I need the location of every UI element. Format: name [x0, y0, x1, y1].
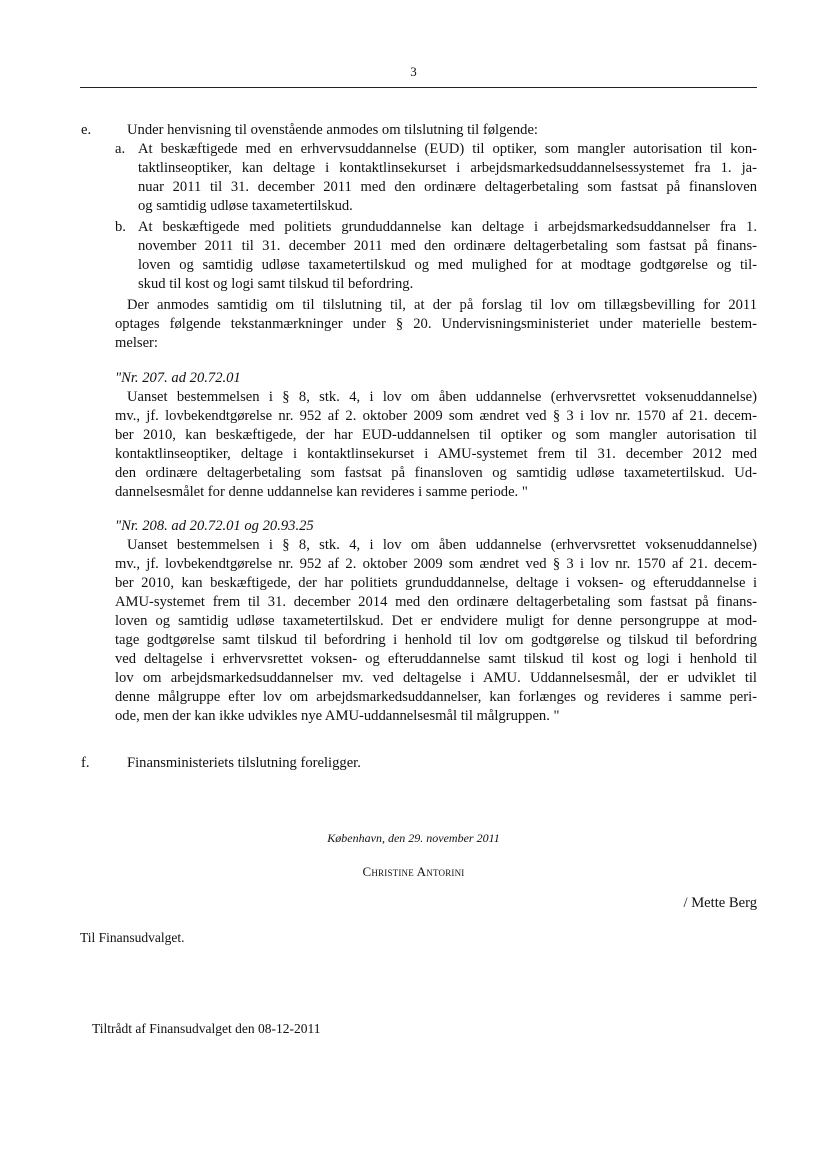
item-b-line: november 2011 til 31. december 2011 med den ordinære deltagerbetaling som fastsat på finans-: [138, 238, 757, 254]
note-207-line: ber 2010, kan beskæftigede, der har EUD-uddannelsen til optiker og som mangler autorisation til: [115, 427, 757, 443]
note-208-line: AMU-systemet frem til 31. december 2014 med den ordinære deltagerbetaling som fastsat på finans-: [115, 594, 757, 610]
note-208-line: denne målgruppe efter lov om arbejdsmarkedsuddannelser, kan forlænges og revideres i samme peri-: [115, 689, 757, 705]
note-208-line: Uanset bestemmelsen i § 8, stk. 4, i lov om åben uddannelse (erhvervsrettet voksenuddannelse): [127, 537, 757, 553]
section-e-intro: Under henvisning til ovenstående anmodes om tilslutning til følgende:: [127, 122, 538, 138]
request-line: Der anmodes samtidig om til tilslutning til, at der på forslag til lov om tillægsbevilling for 2011: [127, 297, 757, 313]
request-line: melser:: [115, 335, 158, 351]
section-f-label: f.: [81, 755, 90, 771]
note-207-line: dannelsesmålet for denne uddannelse kan revideres i samme periode. ": [115, 484, 528, 500]
item-b-line: loven og samtidig udløse taxametertilskud og med mulighed for at modtage godtgørelse og til-: [138, 257, 757, 273]
note-208-heading: "Nr. 208. ad 20.72.01 og 20.93.25: [115, 518, 314, 534]
item-a-line: nuar 2011 til 31. december 2011 med den ordinære deltagerbetaling som fastsat på finansloven: [138, 179, 757, 195]
cosigner: / Mette Berg: [683, 895, 757, 911]
note-207-line: mv., jf. lovbekendtgørelse nr. 952 af 2. oktober 2009 som ændret ved § 3 i lov nr. 1570 af 21. decem-: [115, 408, 757, 424]
request-paragraph: [115, 296, 757, 353]
place-date: København, den 29. november 2011: [327, 831, 500, 845]
note-207-line: kontaktlinseoptiker, deltage i kontaktlinsekurset i AMU-systemet frem til 31. december 2012 med: [115, 446, 757, 462]
minister-name: Christine Antorini: [362, 864, 465, 879]
note-208-line: tage godtgørelse samt tilskud til befordring i henhold til lov om godtgørelse og tilskud til befordring: [115, 632, 757, 648]
item-b-text: [138, 218, 757, 294]
note-208-line: mv., jf. lovbekendtgørelse nr. 952 af 2. oktober 2009 som ændret ved § 3 i lov nr. 1570 af 21. decem-: [115, 556, 757, 572]
note-207-line: den ordinære deltagerbetaling som fastsat på finansloven og samtidig udløse taxametertilskud. Ud-: [115, 465, 757, 481]
item-a-line: og samtidig udløse taxametertilskud.: [138, 198, 353, 214]
header-rule: [80, 87, 757, 88]
recipient: Til Finansudvalget.: [80, 930, 185, 945]
note-207-text: [115, 388, 757, 502]
item-b-line: skud til kost og logi samt tilskud til befordring.: [138, 276, 414, 292]
note-208-line: ode, men der kan ikke udvikles nye AMU-uddannelsesmål til målgruppen. ": [115, 708, 560, 724]
note-208-text: [115, 536, 757, 726]
section-f-text: Finansministeriets tilslutning foreligger.: [127, 755, 361, 771]
request-line: optages følgende tekstanmærkninger under § 20. Undervisningsministeriet under materielle bestem-: [115, 316, 757, 332]
item-a-text: [138, 140, 757, 216]
approval-note: Tiltrådt af Finansudvalget den 08-12-2011: [92, 1021, 321, 1036]
section-e-label: e.: [81, 122, 92, 138]
note-207-line: Uanset bestemmelsen i § 8, stk. 4, i lov om åben uddannelse (erhvervsrettet voksenuddannelse): [127, 389, 757, 405]
note-208-line: loven og samtidig udløse taxametertilskud. Det er endvidere muligt for denne persongruppe at mod-: [115, 613, 757, 629]
item-a-line: taktlinseoptiker, kan deltage i kontaktlinsekurset i arbejdsmarkedsuddannelsessystemet fra 1. ja-: [138, 160, 757, 176]
item-b-label: b.: [115, 219, 126, 235]
item-a-line: At beskæftigede med en erhvervsuddannelse (EUD) til optiker, som mangler autorisation til kon-: [138, 141, 757, 157]
note-208-line: ber 2010, kan beskæftigede, der har politiets grunduddannelse, deltage i voksen- og efteruddannelse i: [115, 575, 757, 591]
note-208-line: lov om arbejdsmarkedsuddannelser mv. ved deltagelse i AMU. Uddannelsesmål, der er udviklet til: [115, 670, 757, 686]
item-b-line: At beskæftigede med politiets grunduddannelse kan deltage i arbejdsmarkedsuddannelser fra 1.: [138, 219, 757, 235]
page-number: 3: [410, 64, 417, 79]
note-207-heading: "Nr. 207. ad 20.72.01: [115, 370, 241, 386]
note-208-line: ved deltagelse i erhvervsrettet voksen- og efteruddannelse samt tilskud til kost og logi i henhold til: [115, 651, 757, 667]
item-a-label: a.: [115, 141, 126, 157]
